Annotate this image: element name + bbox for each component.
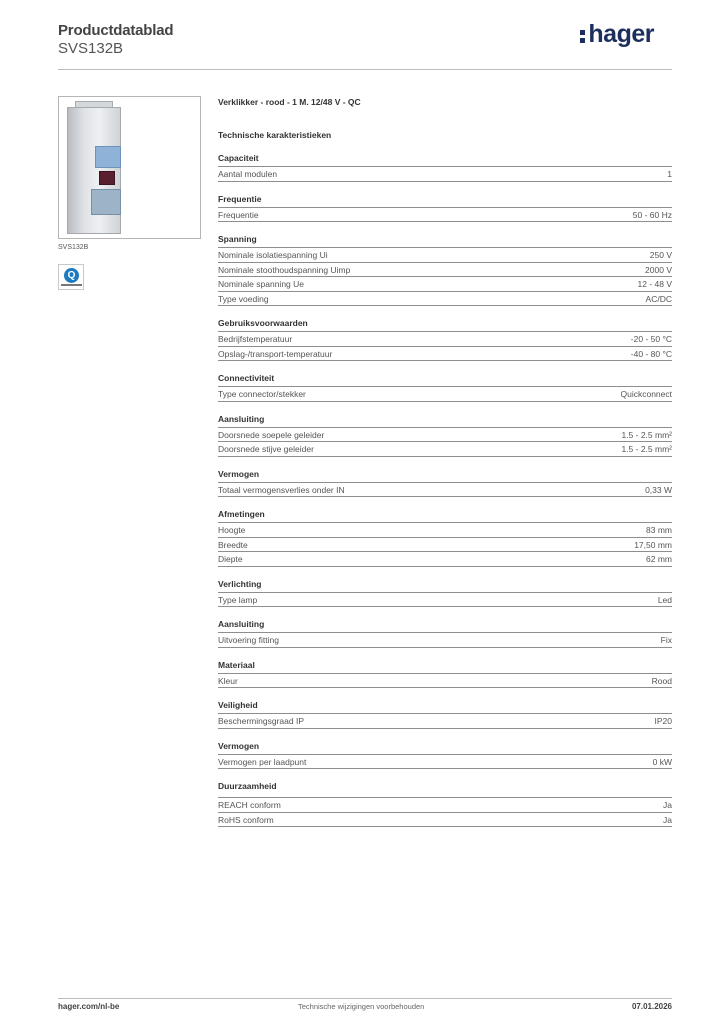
spec-label: Type connector/stekker	[218, 389, 306, 399]
footer-website: hager.com/nl-be	[58, 1002, 120, 1011]
spec-value: 50 - 60 Hz	[632, 209, 672, 220]
spec-label: RoHS conform	[218, 814, 274, 825]
section-title: Afmetingen	[218, 508, 672, 523]
spec-label: Diepte	[218, 554, 243, 564]
spec-label: Hoogte	[218, 525, 246, 535]
spec-row	[218, 263, 672, 278]
spec-row	[218, 483, 672, 498]
spec-row	[218, 347, 672, 362]
spec-section	[218, 699, 672, 729]
section-title: Gebruiksvoorwaarden	[218, 317, 672, 332]
product-reference: SVS132B	[58, 244, 89, 251]
product-device-image	[63, 101, 125, 234]
product-name: Verklikker - rood - 1 M. 12/48 V - QC	[218, 97, 361, 107]
spec-label: Nominale stoothoudspanning Uimp	[218, 264, 351, 275]
section-title: Materiaal	[218, 659, 672, 674]
spec-value: 1.5 - 2.5 mm²	[621, 429, 672, 440]
spec-label: Nominale spanning Ue	[218, 279, 304, 289]
spec-row	[218, 798, 672, 813]
spec-value: IP20	[654, 716, 672, 726]
spec-value: AC/DC	[645, 293, 672, 304]
section-title: Capaciteit	[218, 152, 672, 167]
spec-row	[218, 167, 672, 182]
logo-colon-icon	[580, 24, 586, 44]
hager-logo	[580, 20, 654, 49]
section-title: Vermogen	[218, 740, 672, 755]
spec-row	[218, 387, 672, 402]
section-title: Verlichting	[218, 578, 672, 593]
spec-section	[218, 468, 672, 498]
spec-label: Bedrijfstemperatuur	[218, 334, 293, 344]
product-image-frame	[58, 96, 201, 239]
spec-section	[218, 233, 672, 306]
spec-label: Beschermingsgraad IP	[218, 716, 304, 726]
spec-section	[218, 317, 672, 361]
spec-value: 2000 V	[645, 264, 672, 275]
spec-label: Kleur	[218, 675, 238, 686]
spec-label: Totaal vermogensverlies onder IN	[218, 484, 345, 495]
document-title: Productdatablad	[58, 22, 174, 39]
spec-row	[218, 523, 672, 538]
spec-row	[218, 593, 672, 608]
spec-value: 62 mm	[646, 554, 672, 564]
spec-heading: Technische karakteristieken	[218, 130, 332, 140]
spec-section	[218, 193, 672, 223]
spec-table	[218, 96, 672, 838]
spec-label: Vermogen per laadpunt	[218, 756, 307, 767]
section-title: Spanning	[218, 233, 672, 248]
logo-text: hager	[588, 20, 654, 48]
spec-row	[218, 208, 672, 223]
spec-row	[218, 633, 672, 648]
section-title: Duurzaamheid	[218, 780, 672, 798]
footer-date: 07.01.2026	[631, 1002, 672, 1011]
spec-row	[218, 755, 672, 770]
page-footer	[58, 998, 672, 1012]
spec-row	[218, 674, 672, 689]
spec-label: REACH conform	[218, 800, 281, 810]
spec-section	[218, 740, 672, 770]
spec-row	[218, 428, 672, 443]
spec-value: 0 kW	[652, 756, 672, 767]
spec-label: Uitvoering fitting	[218, 635, 279, 645]
spec-value: 0,33 W	[645, 484, 672, 495]
spec-label: Opslag-/transport-temperatuur	[218, 348, 333, 359]
spec-label: Type lamp	[218, 594, 258, 605]
section-title: Veiligheid	[218, 699, 672, 714]
spec-row	[218, 714, 672, 729]
spec-label: Frequentie	[218, 209, 259, 220]
spec-section	[218, 578, 672, 608]
page-header	[58, 20, 672, 70]
section-title: Aansluiting	[218, 618, 672, 633]
spec-value: Ja	[663, 800, 672, 810]
section-title: Connectiviteit	[218, 372, 672, 387]
spec-row	[218, 248, 672, 263]
spec-value: Rood	[651, 675, 672, 686]
document-subtitle: SVS132B	[58, 40, 124, 57]
spec-value: Led	[657, 594, 672, 605]
spec-value: 83 mm	[646, 525, 672, 535]
spec-label: Doorsnede stijve geleider	[218, 444, 314, 454]
quickconnect-badge	[58, 264, 84, 290]
spec-row	[218, 292, 672, 307]
spec-section	[218, 659, 672, 689]
spec-section	[218, 618, 672, 648]
spec-section	[218, 152, 672, 182]
spec-value: 1.5 - 2.5 mm²	[621, 444, 672, 454]
spec-section	[218, 780, 672, 827]
spec-value: 250 V	[649, 250, 672, 260]
spec-value: 1	[667, 169, 672, 179]
spec-label: Aantal modulen	[218, 169, 278, 179]
spec-row	[218, 442, 672, 457]
spec-value: Quickconnect	[620, 389, 672, 399]
spec-value: 12 - 48 V	[637, 279, 672, 289]
spec-row	[218, 552, 672, 567]
spec-label: Doorsnede soepele geleider	[218, 429, 325, 440]
spec-row	[218, 813, 672, 828]
spec-value: -40 - 80 °C	[630, 348, 672, 359]
spec-row	[218, 277, 672, 292]
spec-value: -20 - 50 °C	[630, 334, 672, 344]
spec-value: Fix	[660, 635, 672, 645]
spec-section	[218, 372, 672, 402]
spec-label: Nominale isolatiespanning Ui	[218, 250, 328, 260]
spec-row	[218, 538, 672, 553]
spec-value: 17,50 mm	[634, 539, 672, 550]
spec-section	[218, 508, 672, 567]
footer-notice: Technische wijzigingen voorbehouden	[298, 1002, 425, 1011]
spec-row	[218, 332, 672, 347]
spec-section	[218, 413, 672, 457]
spec-value: Ja	[663, 814, 672, 825]
section-title: Vermogen	[218, 468, 672, 483]
spec-label: Breedte	[218, 539, 248, 550]
section-title: Aansluiting	[218, 413, 672, 428]
quickconnect-q-icon: Q	[64, 268, 79, 283]
section-title: Frequentie	[218, 193, 672, 208]
spec-sections	[218, 152, 672, 827]
spec-label: Type voeding	[218, 293, 269, 304]
